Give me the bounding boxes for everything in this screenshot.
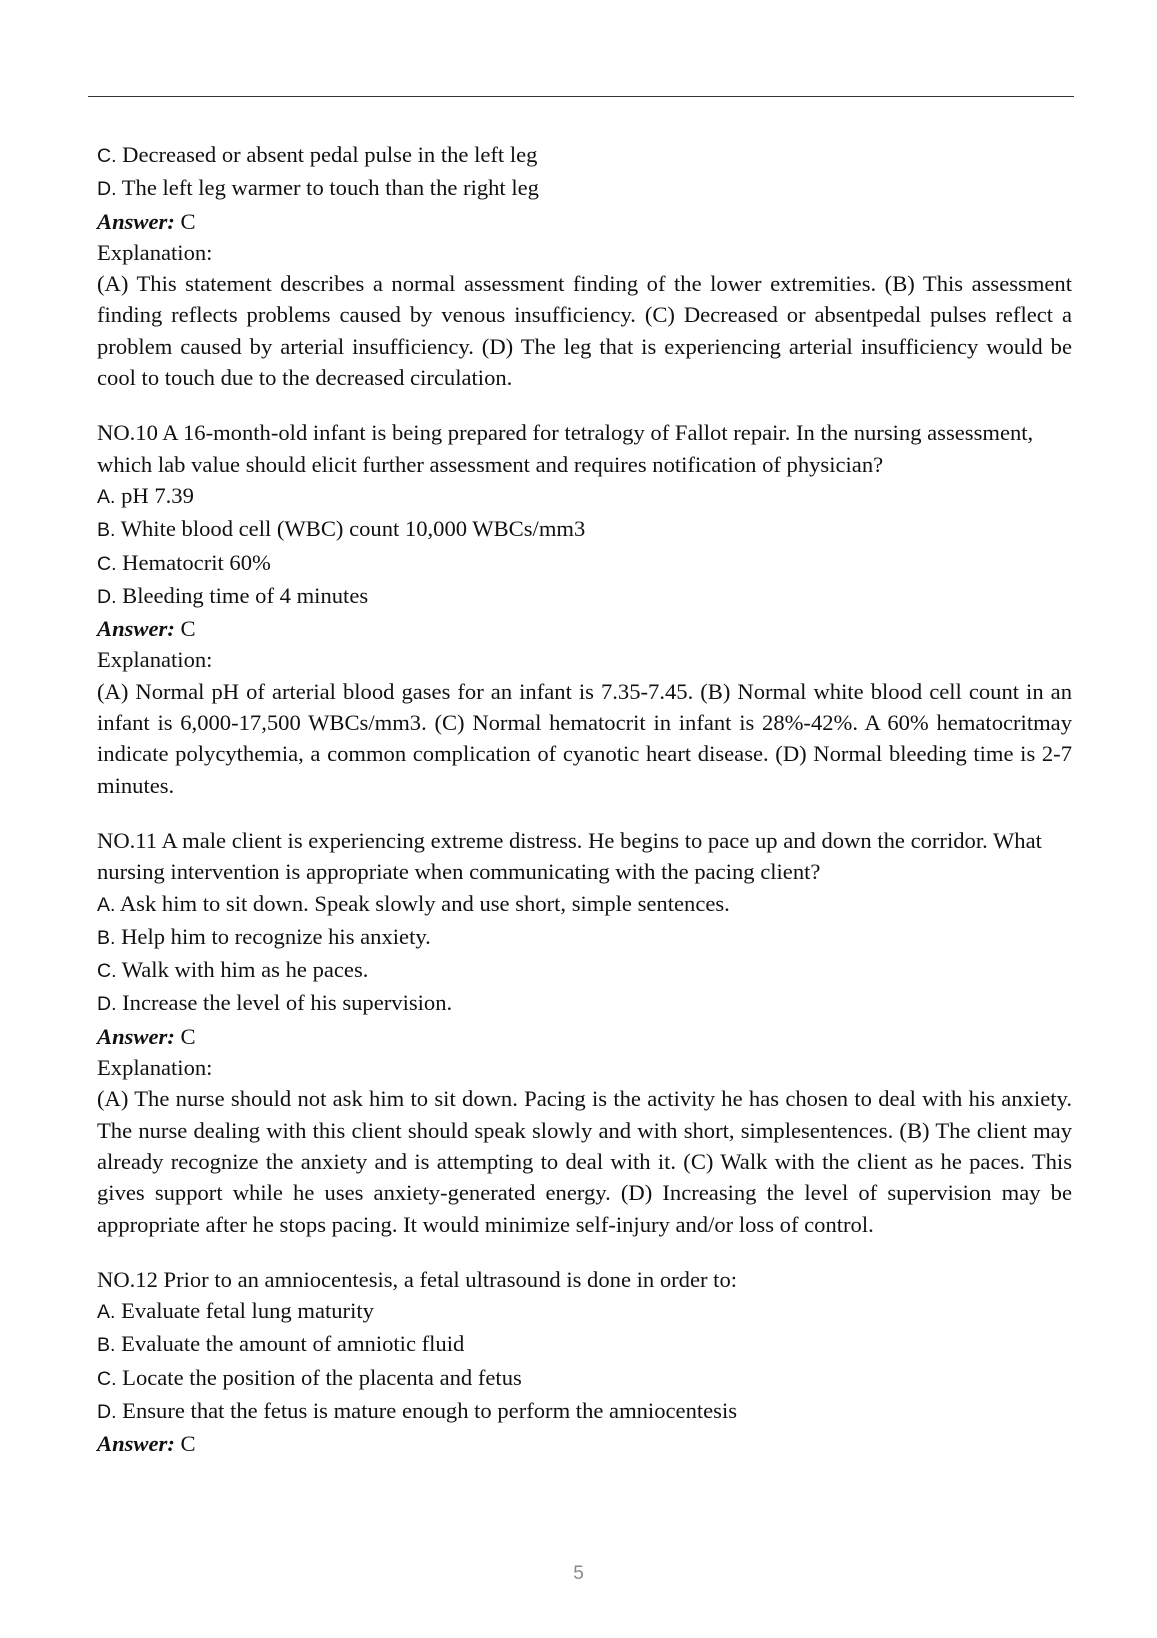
option-letter: A. xyxy=(97,1301,116,1324)
option-text: Evaluate the amount of amniotic fluid xyxy=(121,1331,465,1357)
option xyxy=(97,547,1072,580)
explanation-label: Explanation: xyxy=(97,1055,213,1081)
header-rule xyxy=(88,96,1074,97)
question-block-10 xyxy=(97,417,1072,801)
option xyxy=(97,921,1072,954)
question-text: NO.11 A male client is experiencing extreme distress. He begins to pace up and down the corridor. What nursing intervention is appropriate when communicating with the pacing client? xyxy=(97,827,1042,885)
option-letter: C. xyxy=(97,960,117,983)
question-text: NO.12 Prior to an amniocentesis, a fetal ultrasound is done in order to: xyxy=(97,1266,738,1292)
answer-label: Answer: xyxy=(97,616,175,642)
option-letter: A. xyxy=(97,893,116,916)
explanation-text: (A) This statement describes a normal assessment finding of the lower extremities. (B) This assessment finding reflects problems caused by venous insufficiency. (C) Decreased or absentpedal pulses reflect a problem caused by arterial insufficiency. (D) The leg that is experiencing arterial insufficiency would be cool to touch due to the decreased circulation. xyxy=(97,271,1072,391)
option-text: pH 7.39 xyxy=(121,482,194,508)
page-number: 5 xyxy=(573,1563,584,1584)
explanation-label: Explanation: xyxy=(97,239,213,265)
option xyxy=(97,580,1072,613)
option xyxy=(97,513,1072,546)
explanation-label: Explanation: xyxy=(97,647,213,673)
option-text: Bleeding time of 4 minutes xyxy=(122,582,369,608)
option-text: Walk with him as he paces. xyxy=(121,957,369,983)
answer-label: Answer: xyxy=(97,1431,175,1457)
option xyxy=(97,480,1072,513)
option-text: White blood cell (WBC) count 10,000 WBCs/mm3 xyxy=(120,516,586,542)
option xyxy=(97,172,1072,205)
option-letter: B. xyxy=(97,1334,116,1357)
option-letter: D. xyxy=(97,178,117,201)
explanation-text: (A) Normal pH of arterial blood gases for an infant is 7.35-7.45. (B) Normal white blood cell count in an infant is 6,000-17,500 WBCs/mm3. (C) Normal hematocrit in infant is 28%-42%. A 60% hematocritmay indicate polycythemia, a common complication of cyanotic heart disease. (D) Normal bleeding time is 2-7 minutes. xyxy=(97,678,1072,798)
option-letter: D. xyxy=(97,993,117,1016)
option xyxy=(97,1328,1072,1361)
answer-line xyxy=(97,1021,1072,1052)
option-text: Increase the level of his supervision. xyxy=(122,990,453,1016)
question-block-11 xyxy=(97,825,1072,1240)
answer-value: C xyxy=(180,616,196,642)
question-block-continued xyxy=(97,139,1072,393)
answer-label: Answer: xyxy=(97,1023,175,1049)
option-text: Help him to recognize his anxiety. xyxy=(121,923,431,949)
answer-value: C xyxy=(180,1431,196,1457)
option-text: Locate the position of the placenta and fetus xyxy=(122,1364,522,1390)
option-letter: C. xyxy=(97,552,117,575)
option-letter: D. xyxy=(97,1400,117,1423)
page-content xyxy=(97,139,1072,1460)
option xyxy=(97,1362,1072,1395)
option-text: Ask him to sit down. Speak slowly and use short, simple sentences. xyxy=(119,890,730,916)
option-text: Ensure that the fetus is mature enough to perform the amniocentesis xyxy=(122,1397,738,1423)
answer-label: Answer: xyxy=(97,208,175,234)
answer-value: C xyxy=(180,208,196,234)
question-text: NO.10 A 16-month-old infant is being prepared for tetralogy of Fallot repair. In the nursing assessment, which lab value should elicit further assessment and requires notification of physician? xyxy=(97,420,1034,477)
option xyxy=(97,888,1072,921)
question-block-12 xyxy=(97,1264,1072,1460)
explanation-text: (A) The nurse should not ask him to sit down. Pacing is the activity he has chosen to deal with his anxiety. The nurse dealing with this client should speak slowly and with short, simplesentences. (B) The client may already recognize the anxiety and is attempting to deal with it. (C) Walk with the client as he paces. This gives support while he uses anxiety-generated energy. (D) Increasing the level of supervision may be appropriate after he stops pacing. It would minimize self-injury and/or loss of control. xyxy=(97,1086,1072,1237)
option-letter: A. xyxy=(97,485,116,508)
answer-line xyxy=(97,613,1072,644)
option xyxy=(97,954,1072,987)
answer-line xyxy=(97,206,1072,237)
option xyxy=(97,1295,1072,1328)
option xyxy=(97,139,1072,172)
option-letter: B. xyxy=(97,926,116,949)
option-text: Evaluate fetal lung maturity xyxy=(121,1298,374,1324)
option-text: Hematocrit 60% xyxy=(122,549,271,575)
option-text: The left leg warmer to touch than the right leg xyxy=(121,175,539,201)
option-letter: C. xyxy=(97,1367,117,1390)
option-text: Decreased or absent pedal pulse in the left leg xyxy=(122,142,538,167)
option xyxy=(97,987,1072,1020)
option-letter: D. xyxy=(97,585,117,608)
answer-line xyxy=(97,1428,1072,1459)
option-letter: B. xyxy=(97,519,116,542)
option-letter: C. xyxy=(97,145,117,167)
answer-value: C xyxy=(180,1023,196,1049)
option xyxy=(97,1395,1072,1428)
